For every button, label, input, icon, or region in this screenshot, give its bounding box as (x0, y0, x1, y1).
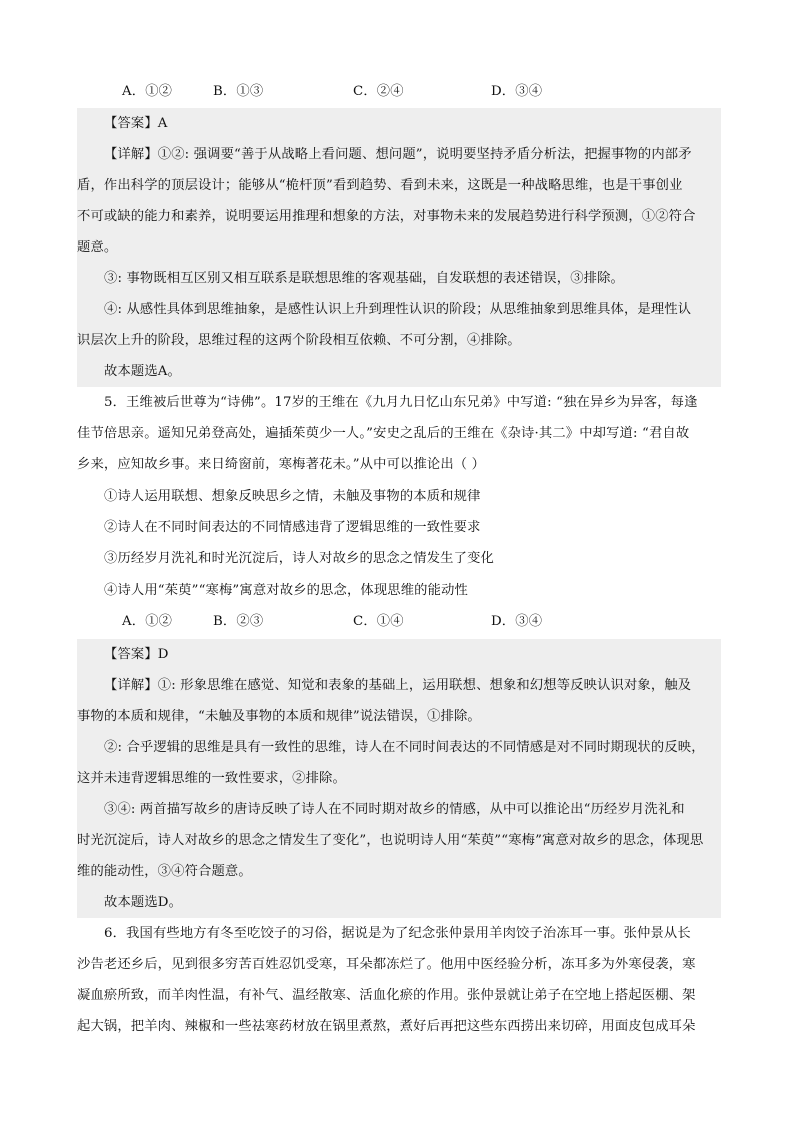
q5-conclusion: 故本题选D。 (77, 887, 721, 918)
q5-detail-line: ③④: 两首描写故乡的唐诗反映了诗人在不同时期对故乡的情感，从中可以推论出“历经岁月洗礼和 (77, 794, 721, 825)
q5-option-d: D．③④ (491, 614, 543, 629)
q5-option-a: A．①② (122, 614, 173, 629)
q5-detail-line: 时光沉淀后，诗人对故乡的思念之情发生了变化”，也说明诗人用“茱萸”“寒梅”寓意对故乡的思念，体现思 (77, 825, 721, 856)
q5-detail-line: 事物的本质和规律，“未触及事物的本质和规律”说法错误，①排除。 (77, 701, 721, 732)
q5-options-row (77, 606, 721, 637)
q6-stem-line: 沙告老还乡后，见到很多穷苦百姓忍饥受寒，耳朵都冻烂了。他用中医经验分析，冻耳多为外寒侵袭，寒 (77, 957, 696, 972)
q4-detail-line: 识层次上升的阶段，思维过程的这两个阶段相互依赖、不可分割，④排除。 (77, 325, 721, 356)
q4-detail-line: 题意。 (77, 232, 721, 263)
q4-detail-line: 【详解】①②: 强调要“善于从战略上看问题、想问题”，说明要坚持矛盾分析法，把握事物的内部矛 (77, 139, 721, 170)
q5-statement-1: ①诗人运用联想、想象反映思乡之情，未触及事物的本质和规律 (104, 489, 481, 504)
q6-stem-line: 起大锅，把羊肉、辣椒和一些祛寒药材放在锅里煮熬，煮好后再把这些东西捞出来切碎，用面皮包成耳朵 (77, 1019, 696, 1034)
q4-detail-line: ④: 从感性具体到思维抽象，是感性认识上升到理性认识的阶段；从思维抽象到思维具体，是理性认 (77, 294, 721, 325)
q4-option-a: A．①② (122, 84, 173, 99)
q5-stem-line: 乡来，应知故乡事。来日绮窗前，寒梅著花未。”从中可以推论出（ ） (77, 457, 486, 472)
q5-statement-3: ③历经岁月洗礼和时光沉淀后，诗人对故乡的思念之情发生了变化 (104, 551, 494, 566)
q6-stem-line: 6．我国有些地方有冬至吃饺子的习俗，据说是为了纪念张仲景用羊肉饺子治冻耳一事。张仲景从长 (104, 926, 691, 941)
q4-detail-line: 盾，作出科学的顶层设计；能够从“桅杆顶”看到趋势、看到未来，这既是一种战略思维，也是干事创业 (77, 170, 721, 201)
q4-detail-line: 不可或缺的能力和素养，说明要运用推理和想象的方法，对事物未来的发展趋势进行科学预测，①②符合 (77, 201, 721, 232)
q5-answer: 【答案】D (77, 639, 721, 670)
q5-option-c: C．①④ (353, 614, 404, 629)
q4-option-d: D．③④ (491, 84, 543, 99)
q5-detail-line: 这并未违背逻辑思维的一致性要求，②排除。 (77, 763, 721, 794)
q5-detail-line: 维的能动性，③④符合题意。 (77, 856, 721, 887)
q5-statement-2: ②诗人在不同时间表达的不同情感违背了逻辑思维的一致性要求 (104, 520, 481, 535)
q5-detail-line: ②: 合乎逻辑的思维是具有一致性的思维，诗人在不同时间表达的不同情感是对不同时期现状的反映， (77, 732, 721, 763)
q4-detail-line: ③: 事物既相互区别又相互联系是联想思维的客观基础，自发联想的表述错误，③排除。 (77, 263, 721, 294)
q4-answer: 【答案】A (77, 108, 721, 139)
q4-option-c: C．②④ (353, 84, 404, 99)
q4-conclusion: 故本题选A。 (77, 356, 721, 387)
q5-option-b: B．②③ (213, 614, 264, 629)
q4-option-b: B．①③ (213, 84, 264, 99)
q4-options-row (77, 76, 721, 107)
q5-detail-line: 【详解】①: 形象思维在感觉、知觉和表象的基础上，运用联想、想象和幻想等反映认识对象，触及 (77, 670, 721, 701)
q5-statement-4: ④诗人用“茱萸”“寒梅”寓意对故乡的思念，体现思维的能动性 (104, 583, 468, 598)
q6-stem-line: 凝血瘀所致，而羊肉性温，有补气、温经散寒、活血化瘀的作用。张仲景就让弟子在空地上搭起医棚、架 (77, 988, 696, 1003)
q5-stem-line: 5．王维被后世尊为“诗佛”。17岁的王维在《九月九日忆山东兄弟》中写道: “独在异乡为异客，每逢 (104, 395, 698, 410)
q5-stem-line: 佳节倍思亲。遥知兄弟登高处，遍插茱萸少一人。”安史之乱后的王维在《杂诗·其二》中却写道: “君自故 (77, 426, 690, 441)
